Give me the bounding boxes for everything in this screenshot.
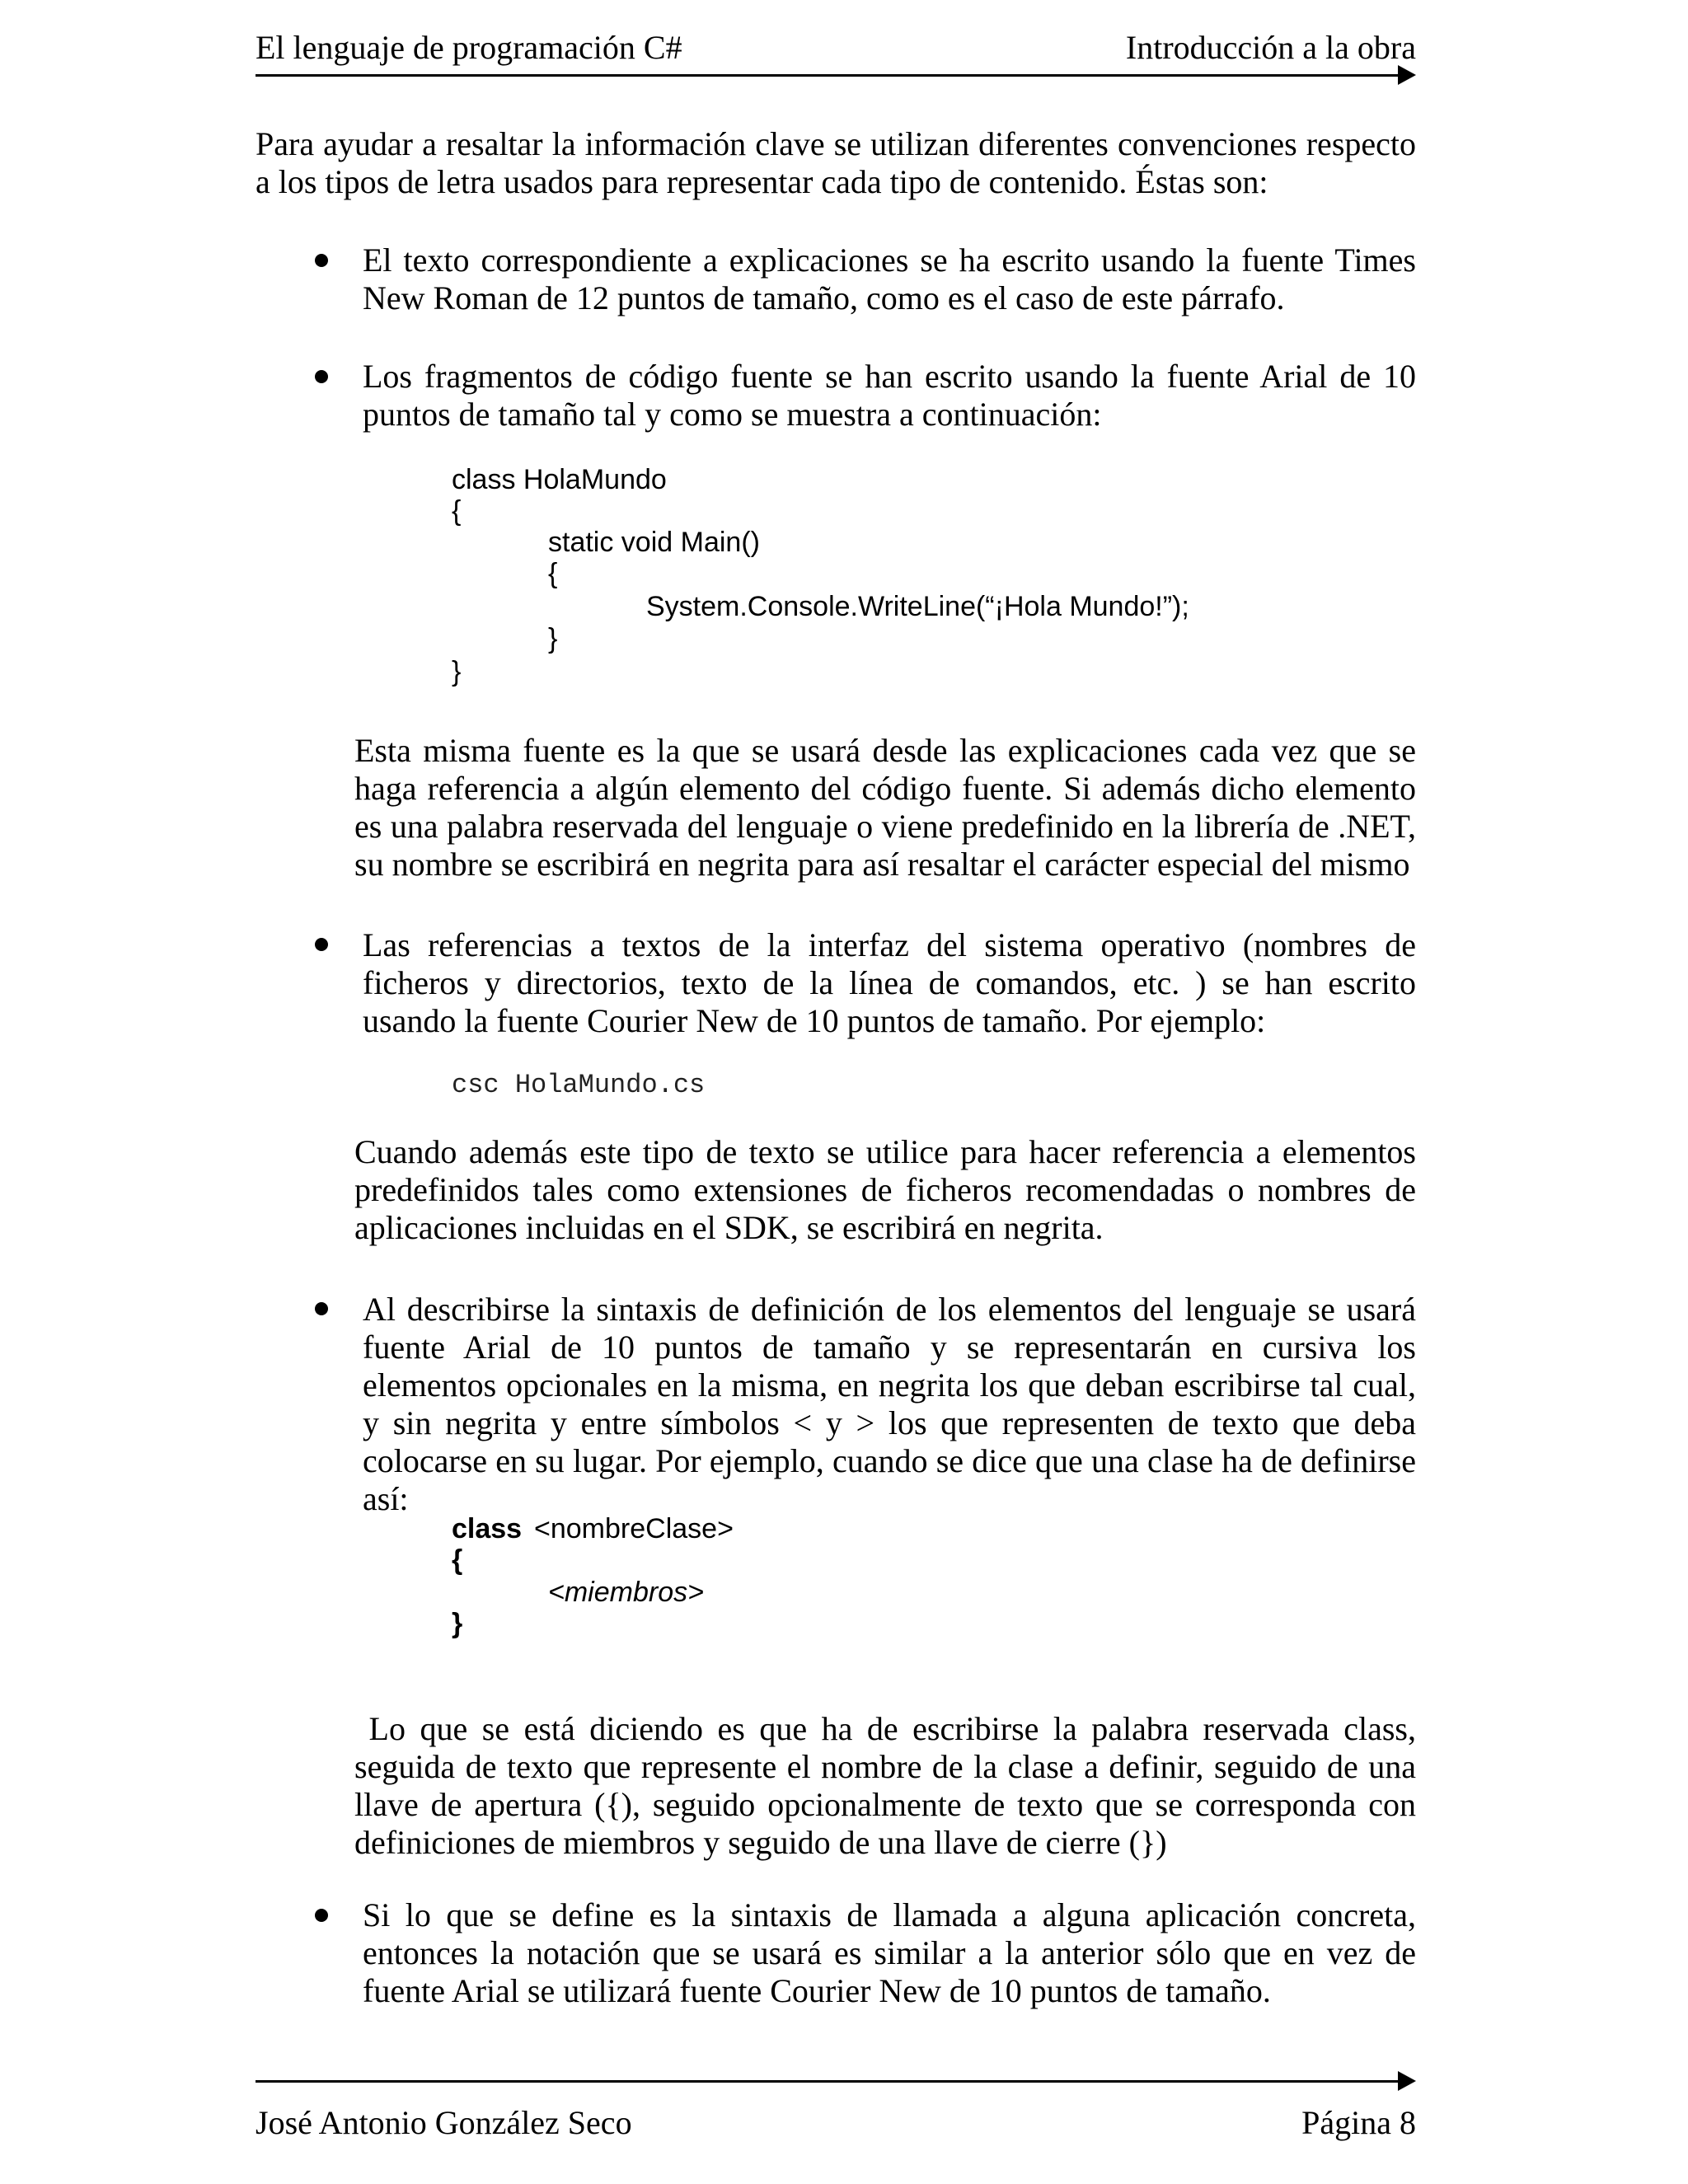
bullet-5-text: Si lo que se define es la sintaxis de llamada a alguna aplicación concreta, entonces la notación que se usará es similar a la anterior sólo que en vez de fuente Arial se utilizará fuente Courier New de 10 puntos de tamaño.: [363, 1896, 1416, 2009]
footer-right: Página 8: [1301, 2104, 1416, 2141]
code-line: {: [452, 495, 462, 527]
bullet-icon: [315, 254, 328, 267]
footer-arrow-icon: [1398, 2071, 1416, 2091]
bullet-2-followup: Esta misma fuente es la que se usará desde las explicaciones cada vez que se haga referencia a algún elemento del código fuente. Si además dicho elemento es una palabra reservada del lenguaje o viene predefinido en la librería de .NET, su nombre se escribirá en negrita para así resaltar el carácter especial del mismo: [354, 732, 1416, 883]
bullet-4-followup: Lo que se está diciendo es que ha de escribirse la palabra reservada class, seguida de texto que represente el nombre de la clase a definir, seguido de una llave de apertura ({), seguido opcionalmente de texto que se corresponda con definiciones de miembros y seguido de una llave de cierre (}): [354, 1710, 1425, 1861]
code-line: }: [548, 623, 558, 654]
syntax-close-brace: }: [452, 1608, 463, 1639]
header-arrow-icon: [1398, 65, 1416, 85]
bullet-icon: [315, 370, 328, 383]
bullet-2-text: Los fragmentos de código fuente se han escrito usando la fuente Arial de 10 puntos de tamaño tal y como se muestra a continuación:: [363, 358, 1416, 433]
syntax-open-brace: {: [452, 1544, 463, 1576]
footer-left: José Antonio González Seco: [256, 2104, 632, 2141]
bullet-4-text: Al describirse la sintaxis de definición de los elementos del lenguaje se usará fuente Arial de 10 puntos de tamaño y se representarán en cursiva los elementos opcionales en la misma, en negrita los que deban escribirse tal cual, y sin negrita y entre símbolos < y > los que representen de texto que deba colocarse en su lugar. Por ejemplo, cuando se dice que una clase ha de definirse así:: [363, 1291, 1416, 1517]
code-line: }: [452, 656, 462, 687]
syntax-name: <nombreClase>: [534, 1513, 734, 1544]
bullet-3-followup: Cuando además este tipo de texto se utilice para hacer referencia a elementos predefinidos tales como extensiones de ficheros recomendadas o nombres de aplicaciones incluidas en el SDK, se escribirá en negrita.: [354, 1133, 1416, 1246]
bullet-3-text: Las referencias a textos de la interfaz del sistema operativo (nombres de ficheros y directorios, texto de la línea de comandos, etc. ) se han escrito usando la fuente Courier New de 10 puntos de tamaño. Por ejemplo:: [363, 926, 1416, 1039]
code-line: System.Console.WriteLine(“¡Hola Mundo!”);: [646, 591, 1189, 622]
bullet-icon: [315, 938, 328, 951]
bullet-icon: [315, 1909, 328, 1922]
footer-rule: [256, 2080, 1401, 2083]
bullet-icon: [315, 1302, 328, 1315]
syntax-members: <miembros>: [548, 1577, 704, 1608]
command-example: csc HolaMundo.cs: [452, 1070, 706, 1100]
header-left: El lenguaje de programación C#: [256, 29, 682, 66]
header-right: Introducción a la obra: [1125, 29, 1416, 66]
code-line: class HolaMundo: [452, 464, 667, 495]
syntax-keyword: class: [452, 1513, 523, 1544]
intro-paragraph: Para ayudar a resaltar la información clave se utilizan diferentes convenciones respecto a los tipos de letra usados para representar cada tipo de contenido. Éstas son:: [256, 125, 1416, 200]
code-line: {: [548, 558, 558, 589]
bullet-1-text: El texto correspondiente a explicaciones se ha escrito usando la fuente Times New Roman de 12 puntos de tamaño, como es el caso de este párrafo.: [363, 241, 1416, 316]
code-line: static void Main(): [548, 527, 760, 558]
header-rule: [256, 74, 1401, 77]
